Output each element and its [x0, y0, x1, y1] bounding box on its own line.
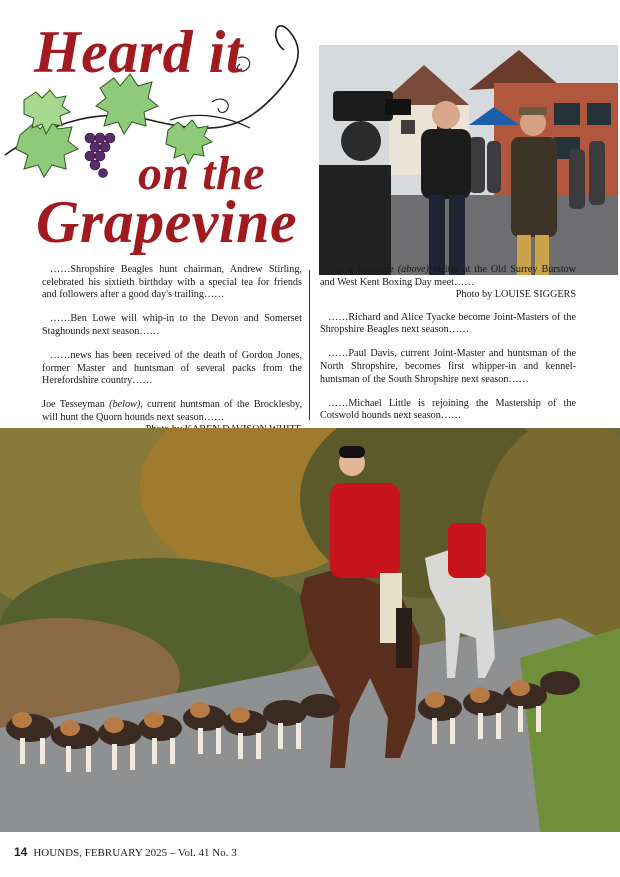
news-text-emphasis: (below) — [109, 399, 141, 411]
right-column — [320, 264, 576, 434]
news-text: Joe Tesseyman — [42, 399, 110, 411]
news-item: ……news has been received of the death of Gordon Jones, former Master and huntsman of several packs from the Herefordshire country…… — [42, 349, 302, 387]
vine-tendril — [212, 99, 228, 112]
news-item: ……Paul Davis, current Joint-Master and huntsman of the North Shropshire, becomes first whipper-in and kennel-huntsman of the South Shropshire next season…… — [320, 348, 576, 385]
column-divider — [309, 270, 310, 420]
page-number: 14 — [14, 845, 28, 859]
title-block — [0, 0, 312, 262]
news-text: visitor at the Old Surrey Burstow and West Kent Boxing Day meet…… — [320, 264, 576, 288]
footer-text — [14, 845, 237, 859]
news-text-emphasis: (above) — [397, 264, 429, 275]
photo-boxing-day-meet — [319, 45, 618, 275]
left-column — [42, 264, 302, 447]
title-heard-it: Heard it — [34, 19, 243, 85]
news-item-tesseyman — [42, 399, 302, 424]
news-item: ……Michael Little is rejoining the Mastership of the Cotswold hounds next season…… — [320, 397, 576, 422]
title-on-the: on the — [138, 147, 266, 200]
news-item: ……Ben Lowe will whip-in to the Devon and Somerset Staghounds next season…… — [42, 313, 302, 337]
news-item-welcome-visitor — [320, 264, 576, 289]
issue-info: HOUNDS, FEBRUARY 2025 – Vol. 41 No. 3 — [33, 847, 237, 859]
page-footer — [0, 834, 620, 877]
news-item: ……Richard and Alice Tyacke become Joint-Masters of the Shropshire Beagles next season…… — [320, 311, 576, 336]
news-text: , current huntsman of the Brocklesby, will hunt the Quorn hounds next season…… — [42, 399, 302, 423]
news-item: ……Shropshire Beagles hunt chairman, Andrew Stirling, celebrated his sixtieth birthday with a special tea for friends and followers after a good day's trailing…… — [42, 264, 302, 301]
photo-credit: Photo by LOUISE SIGGERS — [455, 289, 576, 301]
photo-huntsman-with-hounds — [0, 428, 620, 832]
title-grapevine: Grapevine — [36, 189, 298, 255]
grape-cluster — [85, 133, 115, 178]
news-text: ……a welcome — [328, 264, 398, 275]
